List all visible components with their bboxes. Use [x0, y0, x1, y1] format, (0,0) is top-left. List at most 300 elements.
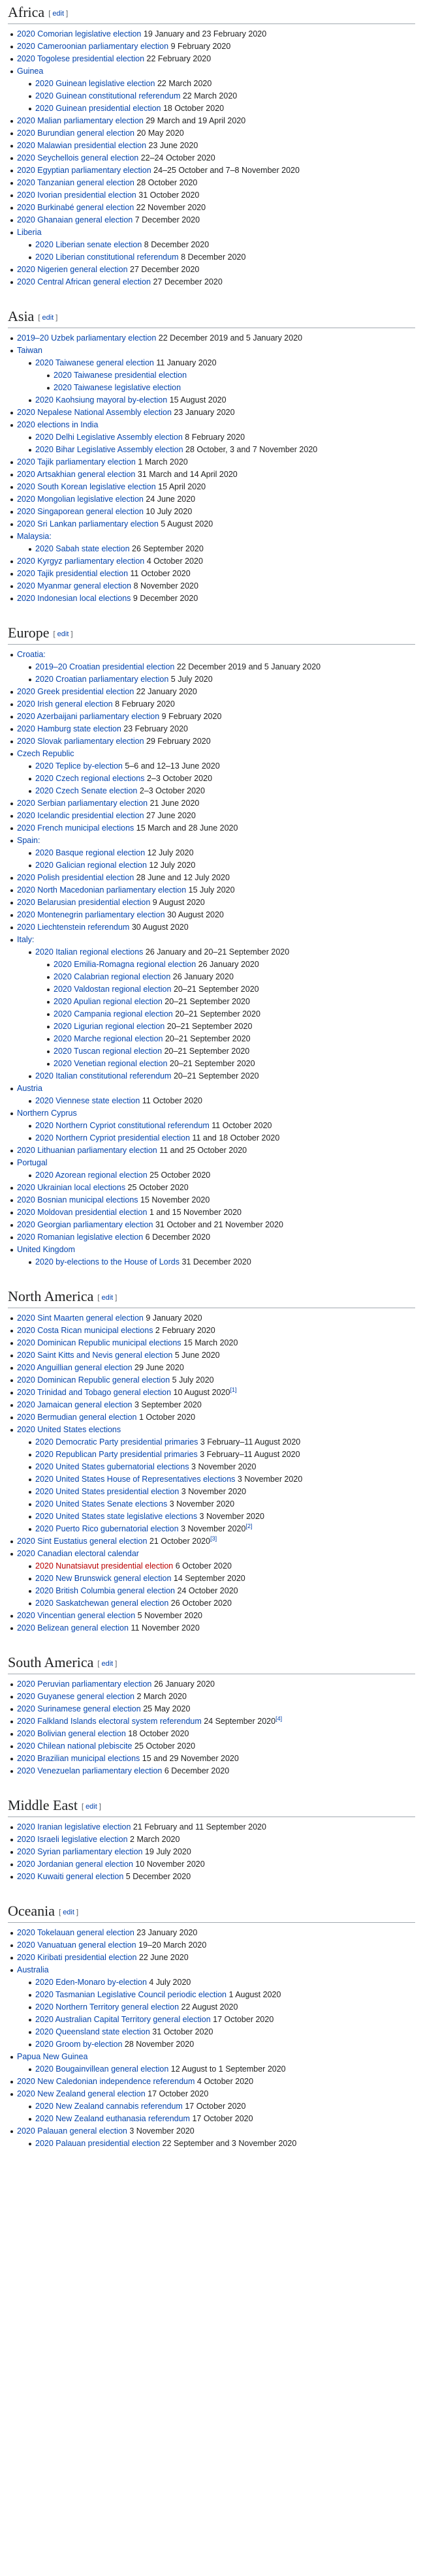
list-item: [17, 1194, 415, 1206]
election-link[interactable]: 2020 Brazilian municipal elections: [17, 1753, 140, 1763]
election-date: 26 October 2020: [168, 1598, 232, 1608]
election-date: 31 October and 21 November 2020: [153, 1219, 283, 1229]
list-item: [54, 369, 415, 382]
election-link[interactable]: 2020 Tasmanian Legislative Council periodic election: [35, 1989, 227, 1999]
list-item: [17, 1952, 415, 1964]
election-link[interactable]: 2020 Delhi Legislative Assembly election: [35, 432, 183, 442]
election-link[interactable]: 2020 Saint Kitts and Nevis general election: [17, 1350, 173, 1360]
election-link[interactable]: 2020 Taiwanese legislative election: [54, 382, 181, 392]
election-link[interactable]: Papua New Guinea: [17, 2051, 88, 2061]
election-sublist: [35, 369, 415, 394]
election-date: 26 January 2020: [196, 959, 259, 969]
election-link[interactable]: United Kingdom: [17, 1244, 75, 1254]
edit-section: [ edit ]: [38, 313, 58, 322]
list-item: [17, 884, 415, 897]
election-link[interactable]: 2020 Kiribati presidential election: [17, 1952, 137, 1962]
list-item: [54, 1033, 415, 1045]
election-date: 4 October 2020: [195, 2076, 254, 2086]
election-date: 8 December 2020: [178, 252, 246, 262]
list-item: [17, 1535, 415, 1548]
election-link[interactable]: 2020 Belarusian presidential election: [17, 897, 151, 907]
election-date: 20 May 2020: [134, 128, 184, 138]
section-title: South America: [8, 1653, 94, 1670]
election-link[interactable]: 2020 Democratic Party presidential primaries: [35, 1437, 198, 1447]
election-link[interactable]: 2020 Republican Party presidential primaries: [35, 1449, 198, 1459]
list-item: [35, 90, 415, 102]
list-item: [17, 1728, 415, 1740]
list-item: [17, 1349, 415, 1362]
election-link[interactable]: 2020 United States state legislative elections: [35, 1511, 198, 1521]
election-link[interactable]: Liberia: [17, 227, 42, 237]
election-link[interactable]: 2020 Bolivian general election: [17, 1728, 126, 1738]
election-link[interactable]: 2020 Surinamese general election: [17, 1704, 141, 1713]
election-link[interactable]: 2020 United States elections: [17, 1424, 121, 1434]
election-link[interactable]: 2020 Sint Eustatius general election: [17, 1536, 148, 1546]
election-link[interactable]: 2020 Bihar Legislative Assembly election: [35, 444, 183, 454]
election-link[interactable]: 2020 Australian Capital Territory general election: [35, 2014, 211, 2024]
election-link[interactable]: Northern Cyprus: [17, 1108, 77, 1118]
election-link[interactable]: 2020 Anguillian general election: [17, 1362, 133, 1372]
list-item: [35, 2026, 415, 2038]
election-sublist: [17, 2138, 415, 2150]
reference-link[interactable]: [2]: [245, 1522, 253, 1529]
election-link[interactable]: Croatia:: [17, 649, 46, 659]
list-item: [35, 251, 415, 264]
election-link[interactable]: 2020 Burundian general election: [17, 128, 134, 138]
list-item: [35, 102, 415, 115]
list-item: [35, 1169, 415, 1182]
election-list: [8, 1312, 415, 1634]
election-link[interactable]: 2020 United States Senate elections: [35, 1499, 168, 1509]
election-link[interactable]: 2020 Northern Cypriot presidential election: [35, 1133, 190, 1142]
election-date: 9 February 2020: [159, 711, 222, 721]
election-link[interactable]: 2020 Comorian legislative election: [17, 29, 142, 38]
list-item: [17, 419, 415, 456]
election-date: 12 July 2020: [146, 860, 196, 870]
election-link[interactable]: 2020 United States gubernatorial elections: [35, 1462, 189, 1471]
list-item: [17, 580, 415, 592]
election-link[interactable]: 2020 Liechtenstein referendum: [17, 922, 130, 932]
election-date: 23 February 2020: [121, 724, 188, 733]
election-link[interactable]: 2020 Icelandic presidential election: [17, 810, 144, 820]
election-link[interactable]: 2020 Burkinabé general election: [17, 202, 134, 212]
election-link[interactable]: Czech Republic: [17, 748, 74, 758]
election-link[interactable]: 2020 Israeli legislative election: [17, 1834, 128, 1844]
election-link[interactable]: 2020 Ivorian presidential election: [17, 190, 136, 200]
list-item: [17, 115, 415, 127]
election-link[interactable]: 2020 Marche regional election: [54, 1034, 163, 1043]
list-item: [17, 332, 415, 345]
election-link[interactable]: 2020 Tokelauan general election: [17, 1927, 134, 1937]
election-sublist: [17, 1976, 415, 2051]
election-date: 20–21 September 2020: [162, 1046, 250, 1056]
election-link[interactable]: 2020 Slovak parliamentary election: [17, 736, 144, 746]
edit-link[interactable]: edit: [101, 1659, 114, 1668]
edit-link[interactable]: edit: [42, 313, 54, 322]
election-link[interactable]: 2020 Seychellois general election: [17, 153, 139, 162]
election-date: 12 July 2020: [145, 848, 194, 857]
election-link[interactable]: 2020 Greek presidential election: [17, 686, 134, 696]
election-link[interactable]: 2020 Valdostan regional election: [54, 984, 172, 994]
election-link[interactable]: 2020 Kuwaiti general election: [17, 1871, 124, 1881]
election-date: 22 December 2019 and 5 January 2020: [174, 662, 321, 671]
election-link[interactable]: 2020 Northern Cypriot constitutional referendum: [35, 1120, 210, 1130]
list-item: [17, 1312, 415, 1325]
election-date: 23 January 2020: [171, 407, 235, 417]
election-link[interactable]: Italy:: [17, 934, 35, 944]
list-item: [35, 785, 415, 797]
election-link[interactable]: 2020 Groom by-election: [35, 2039, 123, 2049]
election-link[interactable]: 2020 Costa Rican municipal elections: [17, 1325, 153, 1335]
election-link[interactable]: 2020 Bermudian general election: [17, 1412, 137, 1422]
election-date: 8 November 2020: [131, 581, 198, 590]
election-link[interactable]: 2020 Kyrgyz parliamentary election: [17, 556, 145, 566]
election-date: 30 August 2020: [164, 910, 224, 919]
election-link[interactable]: 2020 Syrian parliamentary election: [17, 1847, 143, 1856]
election-date: 11 January 2020: [153, 358, 217, 367]
election-link[interactable]: 2020 Venezuelan parliamentary election: [17, 1766, 163, 1775]
election-link[interactable]: 2020 Egyptian parliamentary election: [17, 165, 151, 175]
election-date: 8 February 2020: [112, 699, 175, 709]
election-date: 5–6 and 12–13 June 2020: [122, 761, 220, 771]
election-link[interactable]: 2020 Chilean national plebiscite: [17, 1741, 133, 1751]
reference-link[interactable]: [3]: [210, 1535, 217, 1542]
election-link[interactable]: 2020 Iranian legislative election: [17, 1822, 131, 1832]
election-link[interactable]: 2020 Vanuatuan general election: [17, 1940, 136, 1950]
election-date: 3 February–11 August 2020: [198, 1437, 301, 1447]
election-link[interactable]: 2020 United States House of Representatives elections: [35, 1474, 236, 1484]
election-link[interactable]: 2020 Guinean presidential election: [35, 103, 161, 113]
election-link[interactable]: 2020 Sabah state election: [35, 544, 130, 553]
election-date: 31 October 2020: [149, 2027, 213, 2036]
election-link[interactable]: 2020 Galician regional election: [35, 860, 147, 870]
edit-link[interactable]: edit: [63, 1908, 74, 1916]
election-link[interactable]: 2020 Bougainvillean general election: [35, 2064, 169, 2074]
election-link[interactable]: 2020 Georgian parliamentary election: [17, 1219, 153, 1229]
election-link[interactable]: 2020 Teplice by-election: [35, 761, 123, 771]
list-item: [17, 592, 415, 605]
election-link[interactable]: 2020 Tanzanian general election: [17, 177, 134, 187]
list-item: [35, 2100, 415, 2113]
election-date: 5 July 2020: [168, 674, 213, 684]
election-link[interactable]: 2020 Czech regional elections: [35, 773, 145, 783]
election-date: 1 October 2020: [136, 1412, 196, 1422]
election-link[interactable]: 2020 United States presidential election: [35, 1486, 180, 1496]
election-date: 9 August 2020: [150, 897, 205, 907]
election-link[interactable]: Malaysia:: [17, 531, 52, 541]
election-date: 10 November 2020: [133, 1859, 205, 1869]
election-date: 20–21 September 2020: [162, 996, 250, 1006]
election-date: 24 October 2020: [175, 1586, 238, 1595]
election-link[interactable]: 2020 Viennese state election: [35, 1096, 140, 1105]
election-date: 29 March and 19 April 2020: [143, 115, 246, 125]
election-link[interactable]: 2020 Serbian parliamentary election: [17, 798, 148, 808]
election-date: 2–3 October 2020: [144, 773, 213, 783]
election-link[interactable]: 2020 New Caledonian independence referendum: [17, 2076, 195, 2086]
list-item: [54, 382, 415, 394]
election-link[interactable]: Spain:: [17, 835, 40, 845]
election-date: 15 March and 28 June 2020: [134, 823, 238, 833]
election-link[interactable]: 2020 Calabrian regional election: [54, 972, 171, 981]
election-link[interactable]: Taiwan: [17, 345, 42, 355]
election-link[interactable]: 2020 Hamburg state election: [17, 724, 121, 733]
list-item: [17, 748, 415, 797]
election-link[interactable]: 2020 Polish presidential election: [17, 872, 134, 882]
list-item: [35, 1498, 415, 1510]
election-link[interactable]: 2020 French municipal elections: [17, 823, 134, 833]
list-item: [35, 859, 415, 872]
election-link[interactable]: 2020 Belizean general election: [17, 1623, 129, 1633]
reference-link[interactable]: [4]: [275, 1715, 283, 1722]
election-link[interactable]: 2020 Mongolian legislative election: [17, 494, 144, 504]
edit-link[interactable]: edit: [86, 1802, 97, 1811]
election-link[interactable]: Guinea: [17, 66, 44, 76]
election-date: 11 and 18 October 2020: [189, 1133, 280, 1142]
election-link[interactable]: 2020 Liberian constitutional referendum: [35, 252, 179, 262]
list-item: [17, 1206, 415, 1219]
election-link[interactable]: 2020 Basque regional election: [35, 848, 146, 857]
election-date: 11 and 25 October 2020: [157, 1145, 247, 1155]
list-item: [54, 983, 415, 996]
election-date: 22 March 2020: [155, 78, 212, 88]
list-item: [17, 1833, 415, 1846]
election-list: [8, 1927, 415, 2150]
election-date: 22 September and 3 November 2020: [160, 2138, 297, 2148]
election-link[interactable]: 2020 Bosnian municipal elections: [17, 1195, 138, 1204]
election-link[interactable]: 2020 Eden-Monaro by-election: [35, 1977, 147, 1987]
election-date: 15 July 2020: [186, 885, 235, 895]
list-item: [35, 394, 415, 406]
election-link[interactable]: 2020 Sint Maarten general election: [17, 1313, 144, 1323]
section-title: Oceania: [8, 1902, 55, 1919]
election-link[interactable]: 2020 Tajik parliamentary election: [17, 457, 136, 467]
list-item: [17, 1740, 415, 1753]
list-item: [17, 897, 415, 909]
election-date: 20–21 September 2020: [171, 1071, 259, 1081]
list-item: [54, 1045, 415, 1058]
edit-link[interactable]: edit: [52, 9, 65, 18]
election-date: 27 June 2020: [144, 810, 196, 820]
edit-link[interactable]: edit: [101, 1293, 114, 1302]
list-item: [17, 1846, 415, 1858]
election-link[interactable]: 2020 Lithuanian parliamentary election: [17, 1145, 157, 1155]
list-item: [54, 1008, 415, 1020]
election-link[interactable]: 2020 Kaohsiung mayoral by-election: [35, 395, 168, 405]
election-link[interactable]: 2020 Trinidad and Tobago general election: [17, 1387, 172, 1397]
section-heading: [8, 308, 415, 328]
list-item: [17, 1325, 415, 1337]
election-link[interactable]: 2020 Artsakhian general election: [17, 469, 136, 479]
election-sublist: [17, 2063, 415, 2076]
election-date: 30 August 2020: [129, 922, 189, 932]
list-item: [17, 1927, 415, 1939]
list-item: [17, 1387, 415, 1399]
election-link[interactable]: 2020 Montenegrin parliamentary election: [17, 910, 165, 919]
list-item: [35, 357, 415, 394]
election-date: 20–21 September 2020: [172, 1009, 260, 1019]
election-link[interactable]: 2020 Romanian legislative election: [17, 1232, 144, 1242]
list-item: [35, 1572, 415, 1585]
election-link[interactable]: 2020 Central African general election: [17, 277, 151, 286]
election-link[interactable]: 2020 elections in India: [17, 420, 99, 429]
election-link[interactable]: Portugal: [17, 1158, 48, 1167]
election-link[interactable]: 2020 Guyanese general election: [17, 1691, 134, 1701]
election-link[interactable]: 2020 Jordanian general election: [17, 1859, 133, 1869]
election-link[interactable]: 2020 Indonesian local elections: [17, 593, 131, 603]
election-link[interactable]: 2020 Apulian regional election: [54, 996, 163, 1006]
election-link[interactable]: 2020 New Zealand general election: [17, 2089, 146, 2098]
election-link[interactable]: 2020 Moldovan presidential election: [17, 1207, 148, 1217]
election-link[interactable]: 2020 Italian constitutional referendum: [35, 1071, 172, 1081]
election-link[interactable]: 2020 New Zealand euthanasia referendum: [35, 2113, 190, 2123]
election-link[interactable]: 2020 Malawian presidential election: [17, 140, 147, 150]
list-item: [17, 1765, 415, 1777]
election-link[interactable]: 2020 Tuscan regional election: [54, 1046, 163, 1056]
list-item: [35, 1523, 415, 1535]
election-link[interactable]: 2020 Guinean legislative election: [35, 78, 155, 88]
election-link[interactable]: 2020 Palauan presidential election: [35, 2138, 161, 2148]
election-link[interactable]: 2020 Venetian regional election: [54, 1058, 168, 1068]
list-item: [17, 872, 415, 884]
election-link[interactable]: 2020 Dominican Republic municipal elections: [17, 1338, 181, 1347]
election-link[interactable]: 2020 Vincentian general election: [17, 1610, 136, 1620]
election-link[interactable]: 2020 South Korean legislative election: [17, 482, 156, 491]
election-link[interactable]: 2020 British Columbia general election: [35, 1586, 176, 1595]
election-link[interactable]: 2020 Nigerien general election: [17, 264, 128, 274]
election-link[interactable]: 2020 Malian parliamentary election: [17, 115, 144, 125]
list-item: [17, 2076, 415, 2088]
list-item: [17, 345, 415, 406]
list-item: [17, 1219, 415, 1231]
election-list: [8, 1821, 415, 1883]
list-item: [17, 810, 415, 822]
list-item: [35, 1120, 415, 1132]
list-item: [35, 78, 415, 90]
election-link[interactable]: 2020 New Zealand cannabis referendum: [35, 2101, 183, 2111]
election-list: [8, 332, 415, 605]
election-link[interactable]: 2020 Falkland Islands electoral system referendum: [17, 1716, 202, 1726]
election-link[interactable]: 2020 Togolese presidential election: [17, 54, 145, 63]
election-link[interactable]: 2020 Liberian senate election: [35, 239, 142, 249]
election-link[interactable]: 2020 Croatian parliamentary election: [35, 674, 169, 684]
list-item: [17, 1107, 415, 1144]
election-link[interactable]: 2020 Ghanaian general election: [17, 215, 133, 224]
election-link[interactable]: 2020 Saskatchewan general election: [35, 1598, 169, 1608]
election-link[interactable]: 2020 Canadian electoral calendar: [17, 1548, 139, 1558]
list-item: [17, 1964, 415, 2051]
election-link[interactable]: 2020 by-elections to the House of Lords: [35, 1257, 180, 1266]
election-link[interactable]: 2019–20 Croatian presidential election: [35, 662, 175, 671]
election-link[interactable]: 2020 Guinean constitutional referendum: [35, 91, 181, 100]
election-link[interactable]: 2020 Taiwanese general election: [35, 358, 154, 367]
election-date: 31 October 2020: [136, 190, 200, 200]
election-link[interactable]: 2020 Northern Territory general election: [35, 2002, 180, 2012]
election-link[interactable]: 2020 Dominican Republic general election: [17, 1375, 170, 1385]
list-item: [17, 202, 415, 214]
list-item: [35, 431, 415, 444]
section-africa: [8, 4, 415, 288]
election-link[interactable]: 2020 Azorean regional election: [35, 1170, 148, 1180]
election-date: 6 October 2020: [173, 1561, 232, 1571]
election-link[interactable]: 2020 Taiwanese presidential election: [54, 370, 187, 380]
section-title: Middle East: [8, 1796, 78, 1813]
election-link[interactable]: 2020 Czech Senate election: [35, 786, 138, 795]
election-date: 5 November 2020: [135, 1610, 203, 1620]
section-europe: [8, 624, 415, 1268]
election-date: 22 February 2020: [144, 54, 212, 63]
election-link[interactable]: 2020 Cameroonian parliamentary election: [17, 41, 169, 51]
list-item: [17, 2125, 415, 2150]
election-date: 8 December 2020: [142, 239, 210, 249]
election-date: 3 November 2020: [179, 1486, 247, 1496]
election-date: 17 October 2020: [145, 2089, 209, 2098]
list-item: [17, 1157, 415, 1182]
election-date: 31 December 2020: [179, 1257, 251, 1266]
election-link[interactable]: 2020 Sri Lankan parliamentary election: [17, 519, 159, 529]
election-link[interactable]: 2020 Nunatsiavut presidential election: [35, 1561, 174, 1571]
section-heading: [8, 1288, 415, 1308]
election-link[interactable]: 2020 North Macedonian parliamentary election: [17, 885, 187, 895]
election-date: 22 August 2020: [179, 2002, 238, 2012]
election-link[interactable]: 2020 Ligurian regional election: [54, 1021, 165, 1031]
election-sublist: [17, 1560, 415, 1610]
election-date: 3 November 2020: [235, 1474, 303, 1484]
election-date: 11 October 2020: [128, 568, 191, 578]
election-date: 21 June 2020: [148, 798, 200, 808]
section-south-america: [8, 1654, 415, 1777]
election-link[interactable]: 2020 Palauan general election: [17, 2126, 127, 2136]
election-link[interactable]: 2020 Puerto Rico gubernatorial election: [35, 1524, 179, 1533]
list-item: [54, 1020, 415, 1033]
election-link[interactable]: 2020 Emilia-Romagna regional election: [54, 959, 196, 969]
election-link[interactable]: Austria: [17, 1083, 42, 1093]
election-date: 24 June 2020: [143, 494, 196, 504]
election-link[interactable]: 2020 Azerbaijani parliamentary election: [17, 711, 160, 721]
list-item: [17, 1424, 415, 1535]
list-item: [17, 481, 415, 493]
reference-link[interactable]: [1]: [230, 1386, 237, 1393]
election-link[interactable]: 2020 Myanmar general election: [17, 581, 132, 590]
election-link[interactable]: 2019–20 Uzbek parliamentary election: [17, 333, 157, 343]
section-asia: [8, 308, 415, 605]
election-link[interactable]: 2020 Italian regional elections: [35, 947, 144, 957]
election-link[interactable]: 2020 Peruvian parliamentary election: [17, 1679, 152, 1689]
election-link[interactable]: 2020 Singaporean general election: [17, 506, 144, 516]
list-item: [17, 735, 415, 748]
election-link[interactable]: 2020 Jamaican general election: [17, 1400, 133, 1409]
list-item: [17, 1821, 415, 1833]
list-item: [17, 1622, 415, 1634]
election-link[interactable]: 2020 Campania regional election: [54, 1009, 173, 1019]
election-date: 20–21 September 2020: [163, 1034, 251, 1043]
election-sublist: [35, 958, 415, 1070]
election-link[interactable]: 2020 Nepalese National Assembly election: [17, 407, 172, 417]
list-item: [17, 1939, 415, 1952]
election-link[interactable]: Australia: [17, 1965, 49, 1974]
election-link[interactable]: 2020 Queensland state election: [35, 2027, 150, 2036]
election-date: 3 November 2020: [178, 1524, 246, 1533]
election-link[interactable]: 2020 Tajik presidential election: [17, 568, 129, 578]
election-date: 23 June 2020: [146, 140, 198, 150]
election-date: 11 October 2020: [140, 1096, 202, 1105]
edit-link[interactable]: edit: [57, 630, 69, 638]
election-sublist: [17, 1095, 415, 1107]
list-item: [35, 2113, 415, 2125]
election-link[interactable]: 2020 Irish general election: [17, 699, 113, 709]
list-item: [17, 797, 415, 810]
election-link[interactable]: 2020 Ukrainian local elections: [17, 1182, 126, 1192]
election-link[interactable]: 2020 New Brunswick general election: [35, 1573, 172, 1583]
